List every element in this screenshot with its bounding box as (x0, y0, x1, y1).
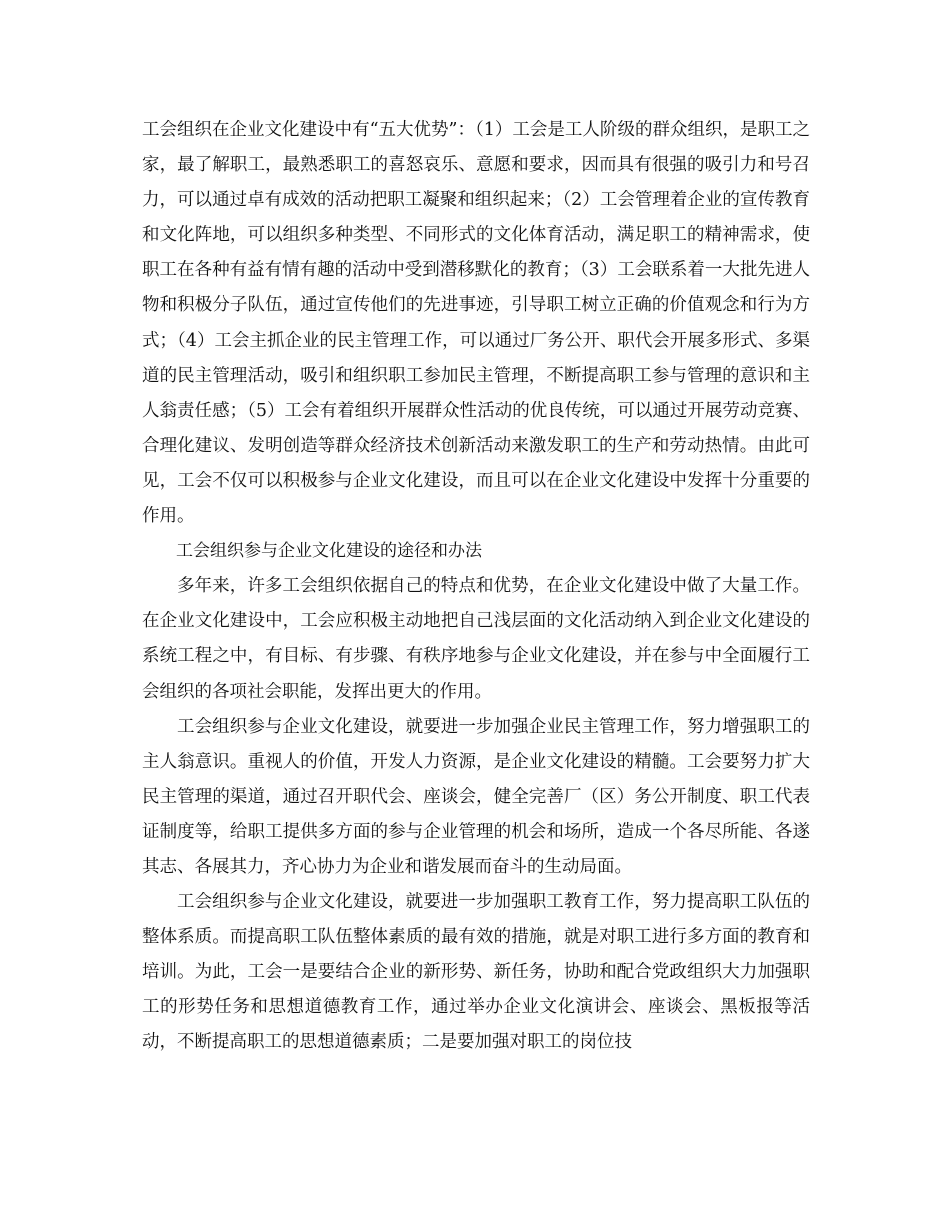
document-body (142, 113, 810, 1061)
paragraph-years-of-work: 多年来，许多工会组织依据自己的特点和优势，在企业文化建设中做了大量工作。在企业文化建设中，工会应积极主动地把自己浅层面的文化活动纳入到企业文化建设的系统工程之中，有目标、有步骤、有秩序地参与企业文化建设，并在参与中全面履行工会组织的各项社会职能，发挥出更大的作用。 (142, 576, 810, 702)
paragraph-employee-education: 工会组织参与企业文化建设，就要进一步加强职工教育工作，努力提高职工队伍的整体系质。而提高职工队伍整体素质的最有效的措施，就是对职工进行多方面的教育和培训。为此，工会一是要结合企业的新形势、新任务，协助和配合党政组织大力加强职工的形势任务和思想道德教育工作，通过举办企业文化演讲会、座谈会、黑板报等活动，不断提高职工的思想道德素质；二是要加强对职工的岗位技 (142, 892, 810, 1053)
paragraph-democratic-management: 工会组织参与企业文化建设，就要进一步加强企业民主管理工作，努力增强职工的主人翁意识。重视人的价值，开发人力资源，是企业文化建设的精髓。工会要努力扩大民主管理的渠道，通过召开职代会、座谈会，健全完善厂（区）务公开制度、职工代表证制度等，给职工提供多方面的参与企业管理的机会和场所，造成一个各尽所能、各遂其志、各展其力，齐心协力为企业和谐发展而奋斗的生动局面。 (142, 716, 810, 877)
section-heading: 工会组织参与企业文化建设的途径和办法 (176, 541, 482, 562)
paragraph-union-advantages: 工会组织在企业文化建设中有“五大优势”：（1）工会是工人阶级的群众组织，是职工之家，最了解职工，最熟悉职工的喜怒哀乐、意愿和要求，因而具有很强的吸引力和号召力，可以通过卓有成效的活动把职工凝聚和组织起来；（2）工会管理着企业的宣传教育和文化阵地，可以组织多种类型、不同形式的文化体育活动，满足职工的精神需求，使职工在各种有益有情有趣的活动中受到潜移默化的教育；（3）工会联系着一大批先进人物和积极分子队伍，通过宣传他们的先进事迹，引导职工树立正确的价值观念和行为方式；（4）工会主抓企业的民主管理工作，可以通过厂务公开、职代会开展多形式、多渠道的民主管理活动，吸引和组织职工参加民主管理，不断提高职工参与管理的意识和主人翁责任感；（5）工会有着组织开展群众性活动的优良传统，可以通过开展劳动竞赛、合理化建议、发明创造等群众经济技术创新活动来激发职工的生产和劳动热情。由此可见，工会不仅可以积极参与企业文化建设，而且可以在企业文化建设中发挥十分重要的作用。 (142, 120, 810, 527)
